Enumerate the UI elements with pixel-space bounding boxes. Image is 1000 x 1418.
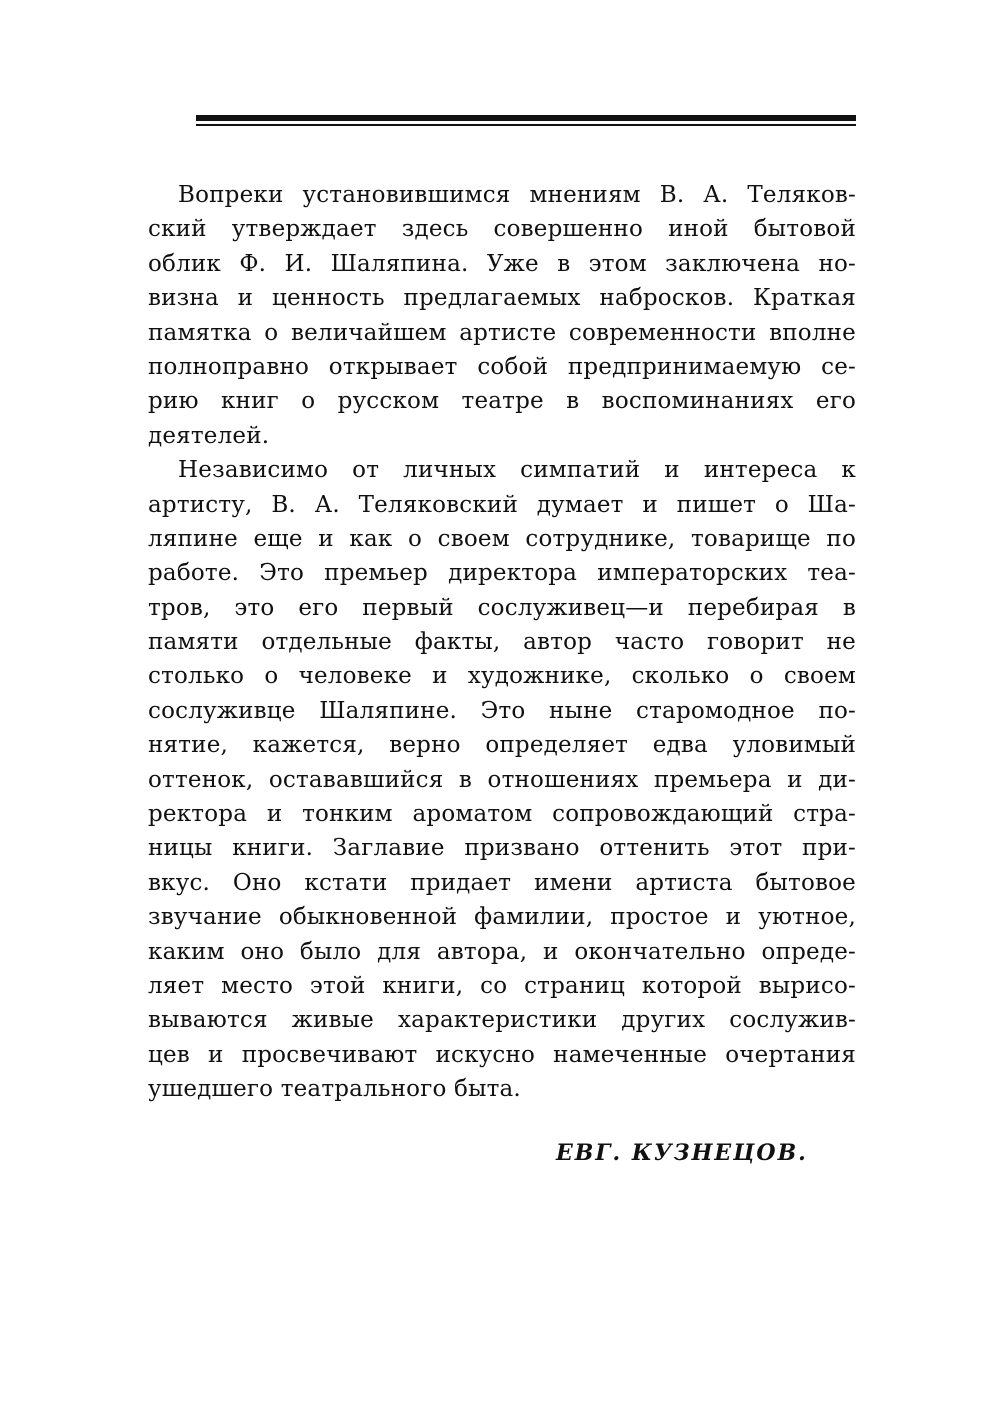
text-line: рию книг о русском театре в воспоминаниях его xyxy=(148,388,856,415)
header-rule-thin xyxy=(196,124,856,126)
text-line: Вопреки установившимся мнениям В. А. Теляков- xyxy=(178,182,856,208)
text-line: ский утверждает здесь совершенно иной бытовой xyxy=(148,216,856,243)
text-line: Независимо от личных симпатий и интереса к xyxy=(178,457,856,484)
text-line: работе. Это премьер директора императорских теа- xyxy=(148,560,856,587)
header-rule-thick xyxy=(196,115,856,121)
text-line: сослуживце Шаляпине. Это ныне старомодное по- xyxy=(148,697,856,724)
text-line: цев и просвечивают искусно намеченные очертания xyxy=(148,1041,856,1068)
text-line: артисту, В. А. Теляковский думает и пишет о Ша- xyxy=(148,491,856,518)
text-line: памяти отдельные факты, автор часто говорит не xyxy=(148,629,856,656)
text-line: каким оно было для автора, и окончательно опреде- xyxy=(148,938,856,965)
text-line: нятие, кажется, верно определяет едва уловимый xyxy=(148,732,856,759)
text-line: тров, это его первый сослуживец—и перебирая в xyxy=(148,594,856,621)
header-rule xyxy=(196,115,856,126)
text-line: вкус. Оно кстати придает имени артиста бытовое xyxy=(148,869,856,896)
text-line: визна и ценность предлагаемых набросков. Краткая xyxy=(148,285,856,312)
text-line: столько о человеке и художнике, сколько о своем xyxy=(148,663,856,690)
text-line: полноправно открывает собой предпринимаемую се- xyxy=(148,353,856,380)
text-line: деятелей. xyxy=(148,422,270,449)
text-line: ректора и тонким ароматом сопровождающий стра- xyxy=(148,801,856,828)
text-line: вываются живые характеристики других сослужив- xyxy=(148,1007,856,1034)
text-line: оттенок, остававшийся в отношениях премьера и ди- xyxy=(148,766,856,793)
text-line: звучание обыкновенной фамилии, простое и уютное, xyxy=(148,904,856,931)
text-line: ляпине еще и как о своем сотруднике, товарище по xyxy=(148,525,856,552)
body-text xyxy=(148,178,856,1107)
text-line: облик Ф. И. Шаляпина. Уже в этом заключена но- xyxy=(148,250,856,277)
text-line: памятка о величайшем артисте современности вполне xyxy=(148,319,856,346)
author-signature: ЕВГ. КУЗНЕЦОВ. xyxy=(556,1140,808,1166)
text-line: ушедшего театрального быта. xyxy=(148,1076,521,1103)
text-line: ляет место этой книги, со страниц которой вырисо- xyxy=(148,972,856,999)
text-line: ницы книги. Заглавие призвано оттенить этот при- xyxy=(148,835,856,862)
